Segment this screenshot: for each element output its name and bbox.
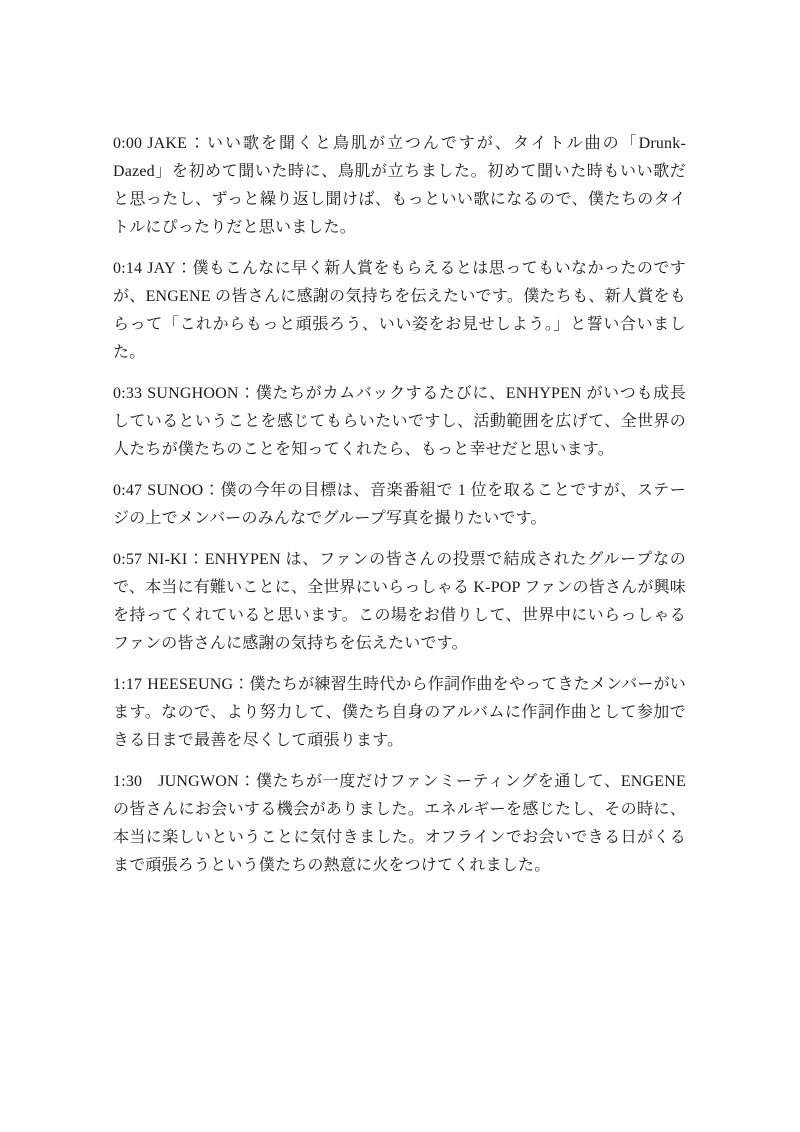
speaker-name: JAKE — [147, 135, 188, 152]
speaker-name: NI-KI — [147, 551, 188, 568]
transcript-entry — [113, 130, 686, 242]
speaker-separator: ： — [238, 385, 256, 402]
speaker-name: SUNGHOON — [147, 385, 239, 402]
speech-text: 僕たちが練習生時代から作詞作曲をやってきたメンバーがいます。なので、より努力して、僕たち自身のアルバムに作詞作曲として参加できる日まで最善を尽くして頑張ります。 — [113, 676, 686, 749]
transcript-entry — [113, 768, 686, 880]
speaker-separator: ： — [238, 773, 256, 790]
speech-text: 僕の今年の目標は、音楽番組で 1 位を取ることですが、ステージの上でメンバーのみんなでグループ写真を撮りたいです。 — [113, 482, 687, 527]
speech-text: 僕たちがカムバックするたびに、ENHYPEN がいつも成長しているということを感じてもらいたいですし、活動範囲を広げて、全世界の人たちが僕たちのことを知ってくれたら、もっと幸せだと思います。 — [113, 385, 687, 458]
speaker-separator: ： — [175, 260, 193, 277]
transcript-entry — [113, 380, 686, 464]
transcript-entry — [113, 546, 686, 658]
timestamp: 1:30 — [113, 773, 143, 790]
speaker-separator: ： — [187, 551, 205, 568]
speaker-name: JAY — [147, 260, 176, 277]
speech-text: 僕たちが一度だけファンミーティングを通して、ENGENE の皆さんにお会いする機会がありました。エネルギーを感じたし、その時に、本当に楽しいということに気付きました。オフラインでお会いできる日がくるまで頑張ろうという僕たちの熱意に火をつけてくれました。 — [113, 773, 686, 874]
speaker-name: JUNGWON — [158, 773, 239, 790]
timestamp: 0:00 — [113, 135, 143, 152]
speaker-name: SUNOO — [147, 482, 204, 499]
transcript-block — [113, 130, 686, 880]
timestamp: 1:17 — [113, 676, 143, 693]
transcript-entry — [113, 671, 686, 755]
speaker-separator: ： — [187, 135, 207, 152]
speaker-name: HEESEUNG — [147, 676, 234, 693]
transcript-entry — [113, 477, 686, 533]
timestamp: 0:47 — [113, 482, 143, 499]
timestamp: 0:57 — [113, 551, 143, 568]
transcript-entry — [113, 255, 686, 367]
speech-text: 僕もこんなに早く新人賞をもらえるとは思ってもいなかったのですが、ENGENE の皆さんに感謝の気持ちを伝えたいです。僕たちも、新人賞をもらって「これからもっと頑張ろう、いい姿をお見せしよう。」と誓い合いました。 — [113, 260, 686, 361]
speaker-separator: ： — [233, 676, 250, 693]
speech-text: ENHYPEN は、ファンの皆さんの投票で結成されたグループなので、本当に有難いことに、全世界にいらっしゃる K-POP ファンの皆さんが興味を持ってくれていると思います。この場をお借りして、世界中にいらっしゃるファンの皆さんに感謝の気持ちを伝えたいです。 — [113, 551, 686, 652]
timestamp: 0:14 — [113, 260, 143, 277]
speech-text: いい歌を聞くと鳥肌が立つんですが、タイトル曲の「Drunk-Dazed」を初めて聞いた時に、鳥肌が立ちました。初めて聞いた時もいい歌だと思ったし、ずっと繰り返し聞けば、もっといい歌になるので、僕たちのタイトルにぴったりだと思いました。 — [113, 135, 686, 236]
speaker-separator: ： — [203, 482, 221, 499]
timestamp: 0:33 — [113, 385, 143, 402]
